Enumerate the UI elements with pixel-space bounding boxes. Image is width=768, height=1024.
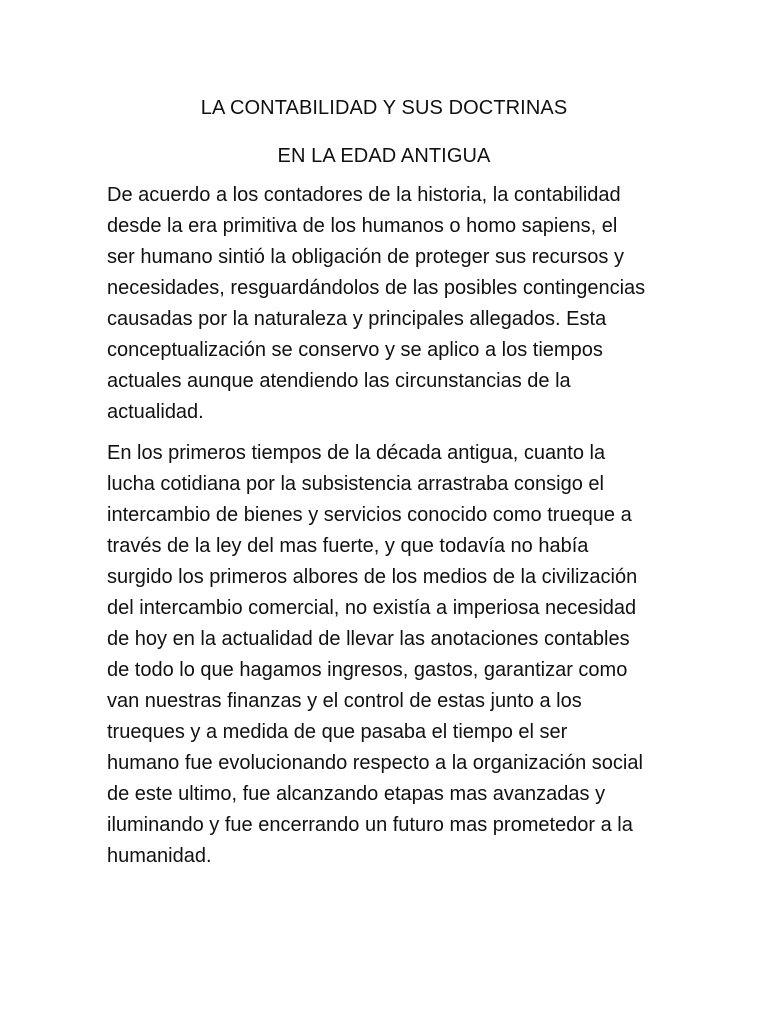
paragraph-line: actuales aunque atendiendo las circunstancias de la xyxy=(107,370,571,392)
paragraph-line: trueques y a medida de que pasaba el tiempo el ser xyxy=(107,721,568,743)
paragraph-line: conceptualización se conservo y se aplico a los tiempos xyxy=(107,339,603,361)
document-title-line-2: EN LA EDAD ANTIGUA xyxy=(277,145,491,167)
paragraph-2 xyxy=(107,438,667,872)
paragraph-line: De acuerdo a los contadores de la historia, la contabilidad xyxy=(107,184,621,206)
paragraph-line: humano fue evolucionando respecto a la organización social xyxy=(107,752,643,774)
paragraph-line: actualidad. xyxy=(107,401,204,423)
paragraph-line: desde la era primitiva de los humanos o homo sapiens, el xyxy=(107,215,618,237)
paragraph-line: de este ultimo, fue alcanzando etapas mas avanzadas y xyxy=(107,783,606,805)
paragraph-line: de hoy en la actualidad de llevar las anotaciones contables xyxy=(107,628,630,650)
paragraph-line: necesidades, resguardándolos de las posibles contingencias xyxy=(107,277,646,299)
paragraph-line: En los primeros tiempos de la década antigua, cuanto la xyxy=(107,442,606,464)
paragraph-line: ser humano sintió la obligación de proteger sus recursos y xyxy=(107,246,624,268)
paragraph-line: iluminando y fue encerrando un futuro mas prometedor a la xyxy=(107,814,633,836)
paragraph-line: lucha cotidiana por la subsistencia arrastraba consigo el xyxy=(107,473,604,495)
paragraph-1 xyxy=(107,180,667,428)
paragraph-line: del intercambio comercial, no existía a imperiosa necesidad xyxy=(107,597,637,619)
paragraph-line: través de la ley del mas fuerte, y que todavía no había xyxy=(107,535,589,557)
paragraph-line: humanidad. xyxy=(107,845,212,867)
document-title-line-1: LA CONTABILIDAD Y SUS DOCTRINAS xyxy=(200,97,568,119)
paragraph-line: de todo lo que hagamos ingresos, gastos, garantizar como xyxy=(107,659,628,681)
paragraph-line: van nuestras finanzas y el control de estas junto a los xyxy=(107,690,582,712)
paragraph-line: intercambio de bienes y servicios conocido como trueque a xyxy=(107,504,632,526)
paragraph-line: causadas por la naturaleza y principales allegados. Esta xyxy=(107,308,607,330)
paragraph-line: surgido los primeros albores de los medios de la civilización xyxy=(107,566,638,588)
